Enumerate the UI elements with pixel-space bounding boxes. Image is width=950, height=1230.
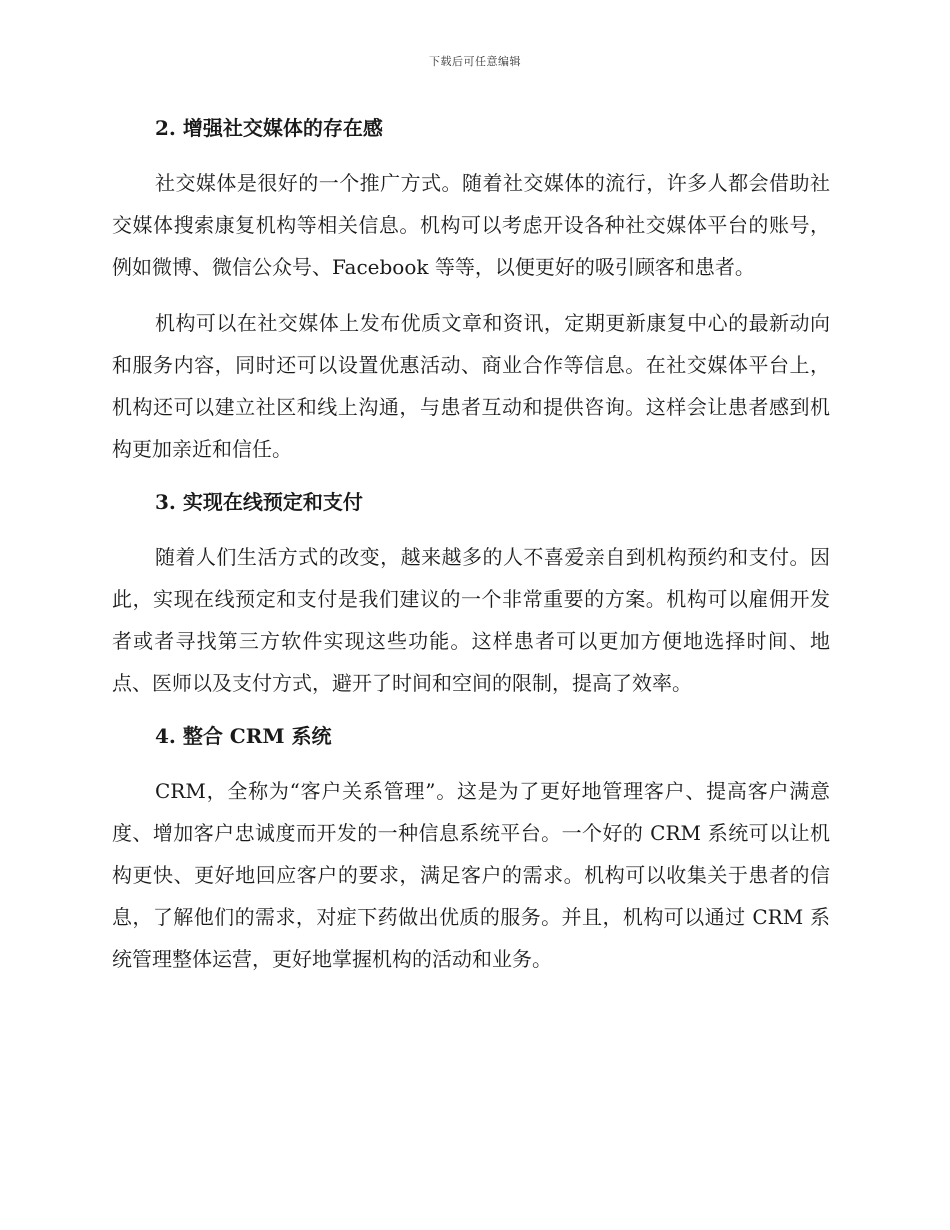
- paragraph-social-media-1: 社交媒体是很好的一个推广方式。随着社交媒体的流行，许多人都会借助社交媒体搜索康复机构等相关信息。机构可以考虑开设各种社交媒体平台的账号，例如微博、微信公众号、Facebook 等等，以便更好的吸引顾客和患者。: [112, 171, 830, 279]
- header-note: 下载后可任意编辑: [429, 55, 521, 68]
- section-heading-social-media: 2. 增强社交媒体的存在感: [155, 116, 383, 140]
- paragraph-online-booking: 随着人们生活方式的改变，越来越多的人不喜爱亲自到机构预约和支付。因此，实现在线预定和支付是我们建议的一个非常重要的方案。机构可以雇佣开发者或者寻找第三方软件实现这些功能。这样患者可以更加方便地选择时间、地点、医师以及支付方式，避开了时间和空间的限制，提高了效率。: [112, 545, 830, 695]
- section-heading-online-booking: 3. 实现在线预定和支付: [155, 490, 363, 514]
- paragraph-social-media-2: 机构可以在社交媒体上发布优质文章和资讯，定期更新康复中心的最新动向和服务内容，同时还可以设置优惠活动、商业合作等信息。在社交媒体平台上，机构还可以建立社区和线上沟通，与患者互动和提供咨询。这样会让患者感到机构更加亲近和信任。: [112, 311, 830, 461]
- paragraph-crm: CRM，全称为“客户关系管理”。这是为了更好地管理客户、提高客户满意度、增加客户忠诚度而开发的一种信息系统平台。一个好的 CRM 系统可以让机构更快、更好地回应客户的要求，满足客户的需求。机构可以收集关于患者的信息，了解他们的需求，对症下药做出优质的服务。并且，机构可以通过 CRM 系统管理整体运营，更好地掌握机构的活动和业务。: [112, 779, 830, 971]
- document-body: [112, 108, 830, 980]
- section-heading-crm: 4. 整合 CRM 系统: [155, 724, 332, 748]
